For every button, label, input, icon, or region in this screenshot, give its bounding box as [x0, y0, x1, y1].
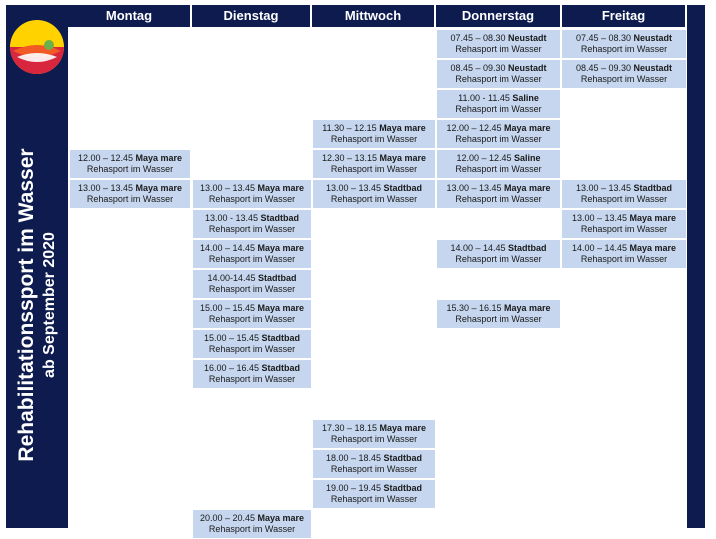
- schedule-slot: [437, 120, 560, 148]
- schedule-slot: [313, 420, 435, 448]
- slot-time: 17.30 – 18.15: [321, 423, 377, 433]
- schedule-slot: [437, 180, 560, 208]
- slot-time: 15.30 – 16.15: [446, 303, 502, 313]
- slot-location: Maya mare: [257, 303, 305, 313]
- slot-description: Rehasport im Wasser: [455, 134, 542, 144]
- slot-location: Stadtbad: [383, 453, 423, 463]
- slot-time: 14.00-14.45: [207, 273, 256, 283]
- header-freitag: Freitag: [562, 5, 687, 27]
- schedule-slot: [193, 270, 311, 298]
- slot-description: Rehasport im Wasser: [330, 464, 418, 474]
- slot-time: 11.30 – 12.15: [322, 123, 377, 133]
- slot-time: 08.45 – 09.30: [450, 63, 506, 73]
- slot-location: Saline: [514, 153, 541, 163]
- header-donnerstag: Donnerstag: [436, 5, 562, 27]
- slot-location: Maya mare: [379, 423, 427, 433]
- slot-description: Rehasport im Wasser: [208, 224, 296, 234]
- schedule-slot: [313, 180, 435, 208]
- slot-location: Maya mare: [135, 153, 183, 163]
- slot-description: Rehasport im Wasser: [208, 374, 296, 384]
- slot-time: 13.00 - 13.45: [204, 213, 258, 223]
- slot-location: Maya mare: [629, 243, 677, 253]
- slot-time: 13.00 – 13.45: [446, 183, 502, 193]
- slot-description: Rehasport im Wasser: [86, 194, 174, 204]
- schedule-slot: [70, 150, 190, 178]
- header-dienstag: Dienstag: [192, 5, 312, 27]
- schedule-slot: [70, 180, 190, 208]
- slot-description: Rehasport im Wasser: [455, 104, 542, 114]
- slot-description: Rehasport im Wasser: [208, 284, 296, 294]
- schedule-slot: [437, 90, 560, 118]
- slot-location: Stadtbad: [508, 243, 547, 253]
- slot-time: 12.00 – 12.45: [446, 123, 502, 133]
- slot-description: Rehasport im Wasser: [330, 164, 418, 174]
- schedule-slot: [437, 30, 560, 58]
- slot-description: Rehasport im Wasser: [86, 164, 174, 174]
- slot-time: 12.00 – 12.45: [77, 153, 133, 163]
- schedule-slot: [193, 300, 311, 328]
- schedule-slot: [313, 480, 435, 508]
- slot-location: Stadtbad: [258, 273, 297, 283]
- slot-location: Stadtbad: [260, 213, 300, 223]
- schedule-slot: [193, 330, 311, 358]
- slot-location: Neustadt: [633, 63, 673, 73]
- slot-description: Rehasport im Wasser: [455, 164, 542, 174]
- slot-time: 14.00 – 14.45: [571, 243, 627, 253]
- slot-time: 13.00 – 13.45: [199, 183, 255, 193]
- slot-location: Maya mare: [504, 303, 551, 313]
- slot-description: Rehasport im Wasser: [580, 224, 668, 234]
- schedule-slot: [437, 60, 560, 88]
- slot-time: 20.00 – 20.45: [199, 513, 255, 523]
- schedule-slot: [562, 180, 686, 208]
- slot-location: Neustadt: [633, 33, 673, 43]
- schedule-slot: [193, 210, 311, 238]
- slot-time: 07.45 – 08.30: [575, 33, 632, 43]
- header-mittwoch: Mittwoch: [312, 5, 436, 27]
- slot-location: Neustadt: [508, 63, 547, 73]
- slot-location: Maya mare: [257, 183, 305, 193]
- schedule-slot: [437, 240, 560, 268]
- schedule-slot: [437, 300, 560, 328]
- schedule-slot: [313, 150, 435, 178]
- slot-description: Rehasport im Wasser: [580, 194, 668, 204]
- sidebar: [6, 5, 68, 528]
- slot-description: Rehasport im Wasser: [208, 254, 296, 264]
- schedule-slot: [193, 240, 311, 268]
- slot-description: Rehasport im Wasser: [330, 134, 418, 144]
- slot-description: Rehasport im Wasser: [455, 74, 542, 84]
- schedule-slot: [562, 60, 686, 88]
- slot-description: Rehasport im Wasser: [330, 494, 418, 504]
- slot-location: Neustadt: [508, 33, 547, 43]
- slot-time: 18.00 – 18.45: [325, 453, 382, 463]
- slot-time: 15.00 – 15.45: [203, 333, 260, 343]
- slot-description: Rehasport im Wasser: [455, 194, 542, 204]
- slot-description: Rehasport im Wasser: [455, 254, 542, 264]
- schedule-slot: [313, 120, 435, 148]
- schedule-slot: [562, 30, 686, 58]
- slot-location: Maya mare: [504, 123, 551, 133]
- schedule-slot: [562, 240, 686, 268]
- slot-description: Rehasport im Wasser: [455, 44, 542, 54]
- right-bar: [687, 5, 705, 528]
- schedule-slot: [193, 180, 311, 208]
- slot-location: Stadtbad: [261, 363, 301, 373]
- slot-time: 08.45 – 09.30: [575, 63, 632, 73]
- slot-time: 13.00 – 13.45: [575, 183, 632, 193]
- schedule-slot: [193, 510, 311, 538]
- slot-description: Rehasport im Wasser: [330, 194, 418, 204]
- slot-time: 07.45 – 08.30: [450, 33, 506, 43]
- slot-description: Rehasport im Wasser: [208, 344, 296, 354]
- slot-location: Maya mare: [257, 243, 305, 253]
- vertical-title: [6, 5, 68, 528]
- slot-description: Rehasport im Wasser: [208, 524, 296, 534]
- slot-description: Rehasport im Wasser: [455, 314, 542, 324]
- schedule-slot: [437, 150, 560, 178]
- slot-time: 19.00 – 19.45: [325, 483, 382, 493]
- slot-location: Maya mare: [135, 183, 183, 193]
- slot-location: Stadtbad: [383, 483, 423, 493]
- slot-time: 14.00 – 14.45: [199, 243, 255, 253]
- slot-time: 13.00 – 13.45: [571, 213, 627, 223]
- slot-description: Rehasport im Wasser: [208, 314, 296, 324]
- slot-time: 12.00 – 12.45: [456, 153, 512, 163]
- slot-description: Rehasport im Wasser: [330, 434, 418, 444]
- slot-location: Maya mare: [629, 213, 677, 223]
- slot-time: 14.00 – 14.45: [450, 243, 506, 253]
- header-montag: Montag: [68, 5, 192, 27]
- slot-description: Rehasport im Wasser: [580, 44, 668, 54]
- slot-time: 11.00 - 11.45: [458, 93, 510, 103]
- slot-description: Rehasport im Wasser: [580, 74, 668, 84]
- slot-description: Rehasport im Wasser: [208, 194, 296, 204]
- slot-location: Maya mare: [379, 123, 426, 133]
- slot-time: 13.00 – 13.45: [325, 183, 382, 193]
- slot-location: Stadtbad: [383, 183, 423, 193]
- slot-location: Maya mare: [257, 513, 305, 523]
- slot-time: 15.00 – 15.45: [199, 303, 255, 313]
- schedule-slot: [193, 360, 311, 388]
- title-line2: ab September 2020: [41, 232, 58, 378]
- slot-time: 16.00 – 16.45: [203, 363, 260, 373]
- slot-location: Saline: [512, 93, 539, 103]
- slot-location: Stadtbad: [261, 333, 301, 343]
- slot-location: Maya mare: [379, 153, 427, 163]
- slot-location: Maya mare: [504, 183, 551, 193]
- slot-time: 13.00 – 13.45: [77, 183, 133, 193]
- schedule-slot: [313, 450, 435, 478]
- title-line1: Rehabilitationssport im Wasser: [15, 148, 38, 462]
- slot-location: Stadtbad: [633, 183, 673, 193]
- slot-description: Rehasport im Wasser: [580, 254, 668, 264]
- schedule-slot: [562, 210, 686, 238]
- slot-time: 12.30 – 13.15: [321, 153, 377, 163]
